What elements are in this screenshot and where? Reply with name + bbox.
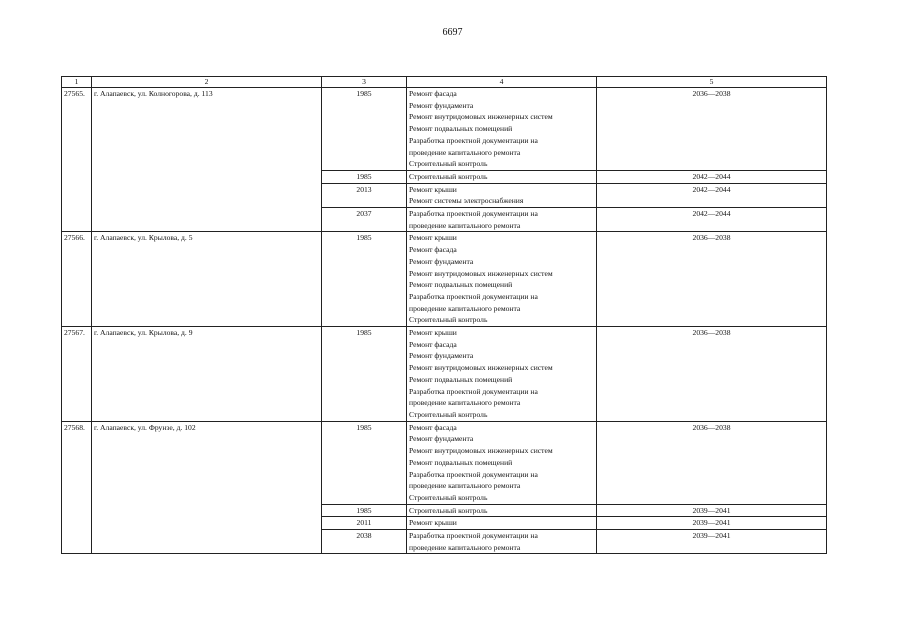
table-row xyxy=(62,421,827,504)
work-item: проведение капитального ремонта xyxy=(409,220,521,230)
work-item: Разработка проектной документации на xyxy=(409,291,538,301)
repair-schedule-table xyxy=(61,76,827,554)
works-cell xyxy=(407,88,597,171)
row-number: 27568. xyxy=(62,421,92,554)
works-cell xyxy=(407,517,597,530)
work-item: Разработка проектной документации на xyxy=(409,135,538,145)
work-item: Строительный контроль xyxy=(409,409,488,419)
page-number: 6697 xyxy=(442,27,463,38)
period-cell: 2036—2038 xyxy=(597,232,827,327)
table-row xyxy=(62,327,827,422)
work-item: проведение капитального ремонта xyxy=(409,147,521,157)
works-cell xyxy=(407,183,597,207)
work-item: Ремонт крыши xyxy=(409,233,457,243)
work-item: Ремонт крыши xyxy=(409,184,457,194)
work-item: Разработка проектной документации на xyxy=(409,469,538,479)
column-header: 2 xyxy=(92,77,322,88)
work-item: Ремонт фундамента xyxy=(409,100,474,110)
work-item: Ремонт фундамента xyxy=(409,351,474,361)
column-header: 3 xyxy=(322,77,407,88)
row-number: 27567. xyxy=(62,327,92,422)
works-cell xyxy=(407,421,597,504)
table-row xyxy=(62,88,827,171)
year-cell: 1985 xyxy=(322,232,407,327)
period-cell: 2039—2041 xyxy=(597,517,827,530)
period-cell: 2039—2041 xyxy=(597,504,827,517)
work-item: Ремонт подвальных помещений xyxy=(409,124,513,134)
column-header: 5 xyxy=(597,77,827,88)
year-cell: 1985 xyxy=(322,88,407,171)
works-cell xyxy=(407,327,597,422)
building-address: г. Алапаевск, ул. Колногорова, д. 113 xyxy=(92,88,322,232)
work-item: Ремонт фундамента xyxy=(409,434,474,444)
year-cell: 1985 xyxy=(322,170,407,183)
work-item: Ремонт фасада xyxy=(409,422,457,432)
period-cell: 2042—2044 xyxy=(597,208,827,232)
work-item: Ремонт внутридомовых инженерных систем xyxy=(409,268,553,278)
work-item: Строительный контроль xyxy=(409,505,488,515)
work-item: Ремонт внутридомовых инженерных систем xyxy=(409,363,553,373)
period-cell: 2036—2038 xyxy=(597,88,827,171)
year-cell: 2038 xyxy=(322,530,407,554)
work-item: Ремонт фундамента xyxy=(409,256,474,266)
work-item: Строительный контроль xyxy=(409,159,488,169)
table-row xyxy=(62,232,827,327)
building-address: г. Алапаевск, ул. Крылова, д. 5 xyxy=(92,232,322,327)
work-item: Разработка проектной документации на xyxy=(409,531,538,541)
work-item: Ремонт системы электроснабжения xyxy=(409,196,524,206)
year-cell: 2011 xyxy=(322,517,407,530)
building-address: г. Алапаевск, ул. Крылова, д. 9 xyxy=(92,327,322,422)
works-cell xyxy=(407,530,597,554)
year-cell: 1985 xyxy=(322,421,407,504)
work-item: Ремонт крыши xyxy=(409,518,457,528)
row-number: 27566. xyxy=(62,232,92,327)
work-item: Ремонт фасада xyxy=(409,339,457,349)
work-item: Ремонт крыши xyxy=(409,328,457,338)
work-item: Ремонт подвальных помещений xyxy=(409,374,513,384)
period-cell: 2042—2044 xyxy=(597,183,827,207)
year-cell: 2037 xyxy=(322,208,407,232)
column-header: 4 xyxy=(407,77,597,88)
work-item: Ремонт внутридомовых инженерных систем xyxy=(409,112,553,122)
table-header-row xyxy=(62,77,827,88)
work-item: Ремонт фасада xyxy=(409,89,457,98)
work-item: проведение капитального ремонта xyxy=(409,303,521,313)
building-address: г. Алапаевск, ул. Фрунзе, д. 102 xyxy=(92,421,322,554)
work-item: Строительный контроль xyxy=(409,315,488,325)
works-cell xyxy=(407,170,597,183)
year-cell: 2013 xyxy=(322,183,407,207)
work-item: Строительный контроль xyxy=(409,492,488,502)
year-cell: 1985 xyxy=(322,327,407,422)
work-item: Ремонт внутридомовых инженерных систем xyxy=(409,446,553,456)
period-cell: 2036—2038 xyxy=(597,327,827,422)
work-item: Разработка проектной документации на xyxy=(409,209,538,219)
works-cell xyxy=(407,232,597,327)
work-item: проведение капитального ремонта xyxy=(409,481,521,491)
work-item: Ремонт фасада xyxy=(409,245,457,255)
year-cell: 1985 xyxy=(322,504,407,517)
work-item: проведение капитального ремонта xyxy=(409,542,521,552)
work-item: проведение капитального ремонта xyxy=(409,398,521,408)
works-cell xyxy=(407,504,597,517)
period-cell: 2039—2041 xyxy=(597,530,827,554)
work-item: Строительный контроль xyxy=(409,171,488,181)
row-number: 27565. xyxy=(62,88,92,232)
works-cell xyxy=(407,208,597,232)
period-cell: 2042—2044 xyxy=(597,170,827,183)
work-item: Ремонт подвальных помещений xyxy=(409,457,513,467)
work-item: Ремонт подвальных помещений xyxy=(409,280,513,290)
period-cell: 2036—2038 xyxy=(597,421,827,504)
column-header: 1 xyxy=(62,77,92,88)
work-item: Разработка проектной документации на xyxy=(409,386,538,396)
